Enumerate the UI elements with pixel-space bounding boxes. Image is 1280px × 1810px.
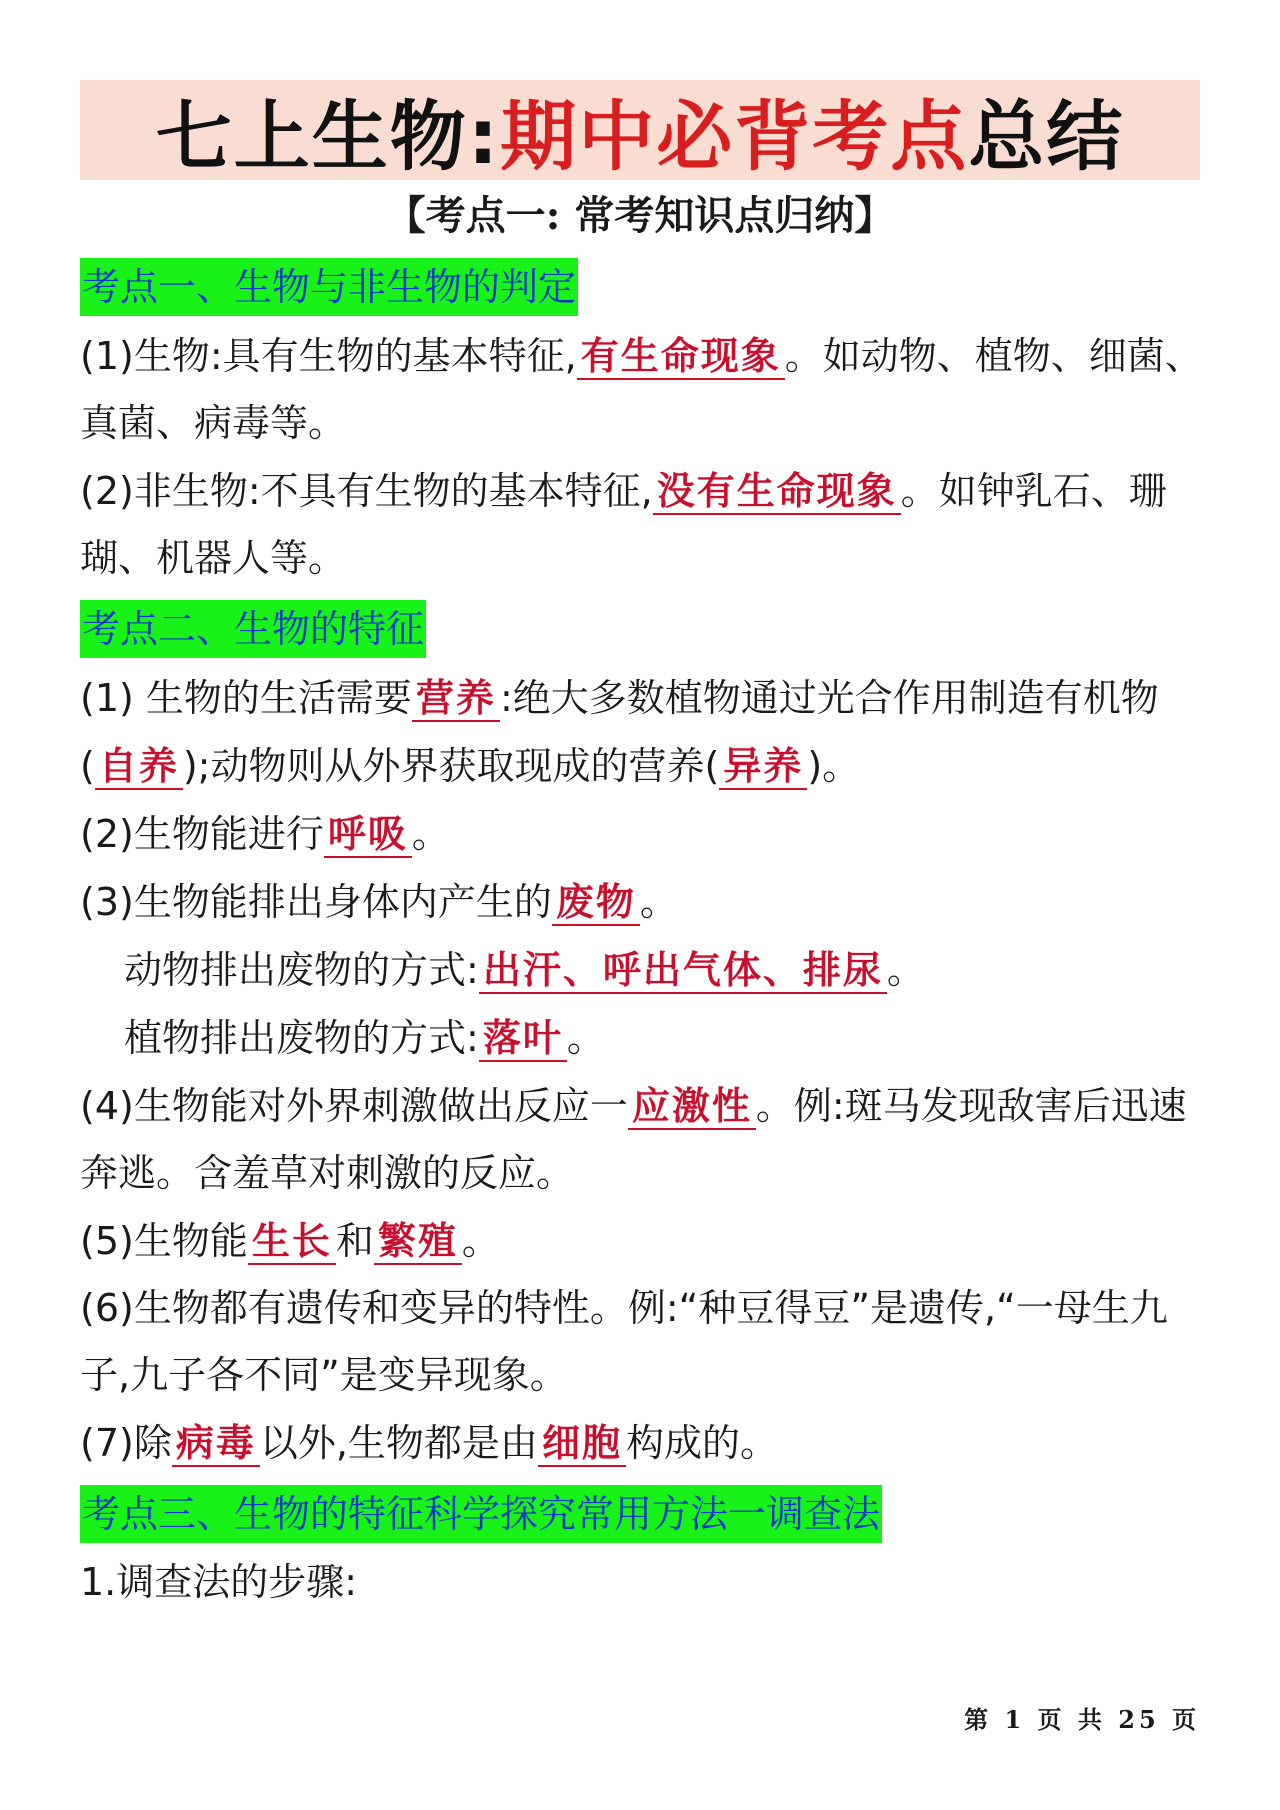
text: 。: [639, 880, 678, 924]
paragraph-s2-p4: [80, 1072, 1208, 1207]
section-heading-1: 考点一、生物与非生物的判定: [80, 258, 578, 316]
paragraph-s2-p6: (6)生物都有遗传和变异的特性。例:“种豆得豆”是遗传,“一母生九子,九子各不同”是变异现象。: [80, 1286, 1168, 1397]
title-prefix: 七上生物:: [155, 91, 501, 181]
answer-blank: 病毒: [172, 1420, 260, 1467]
text: 。如钟乳石、珊瑚、机器人等。: [80, 469, 1167, 580]
section-heading-3: 考点三、生物的特征科学探究常用方法一调查法: [80, 1485, 882, 1543]
text: (7)除: [80, 1421, 172, 1465]
answer-blank: 营养: [412, 675, 500, 722]
text: (2)生物能进行: [80, 812, 324, 856]
answer-blank: 生长: [248, 1218, 336, 1265]
main-content: [80, 250, 1208, 1616]
answer-blank: 有生命现象: [577, 333, 785, 380]
text: 。: [461, 1219, 500, 1263]
answer-blank: 繁殖: [374, 1218, 462, 1265]
text: (4)生物能对外界刺激做出反应一: [80, 1084, 628, 1128]
paragraph-s3-p1: 1.调查法的步骤:: [80, 1560, 358, 1604]
paragraph-s2-p5: [80, 1207, 1208, 1275]
text: (5)生物能: [80, 1219, 248, 1263]
text: :绝大多数植物通过光合作用制造有机物(: [80, 676, 1159, 788]
paragraph-s1-p1: [80, 322, 1208, 457]
paragraph-s2-p2: [80, 800, 1208, 868]
answer-blank: 呼吸: [324, 811, 412, 858]
section-heading-2: 考点二、生物的特征: [80, 600, 426, 658]
text: 。例:斑马发现敌害后迅速奔逃。含羞草对刺激的反应。: [80, 1084, 1187, 1195]
paragraph-s2-p3a: [80, 936, 1208, 1004]
paragraph-s2-p7: [80, 1409, 1208, 1477]
text: 以外,生物都是由: [259, 1421, 538, 1465]
paragraph-s2-p3b: [80, 1004, 1208, 1072]
text: 。: [411, 812, 450, 856]
text: 。: [886, 948, 925, 992]
paragraph-s1-p2: [80, 457, 1208, 592]
text: 动物排出废物的方式:: [124, 948, 479, 992]
page-number: 第 1 页 共 25 页: [964, 1705, 1200, 1734]
answer-blank: 出汗、呼出气体、排尿: [479, 947, 887, 994]
text: 构成的。: [625, 1421, 778, 1465]
answer-blank: 没有生命现象: [653, 468, 901, 515]
text: (1)生物:具有生物的基本特征,: [80, 334, 577, 378]
text: );动物则从外界获取现成的营养(: [182, 744, 720, 788]
text: 。如动物、植物、细菌、真菌、病毒等。: [80, 334, 1203, 445]
title-highlight: 期中必背考点: [500, 91, 969, 181]
page-title: [80, 80, 1200, 180]
text: 。: [566, 1016, 605, 1060]
text: 植物排出废物的方式:: [124, 1016, 479, 1060]
answer-blank: 异养: [719, 743, 807, 790]
text: (2)非生物:不具有生物的基本特征,: [80, 469, 653, 513]
answer-blank: 落叶: [479, 1015, 567, 1062]
answer-blank: 自养: [95, 743, 183, 790]
paragraph-s2-p3: [80, 868, 1208, 936]
title-suffix: 总结: [968, 91, 1125, 181]
text: )。: [807, 744, 861, 788]
text: 和: [335, 1219, 374, 1263]
answer-blank: 废物: [552, 879, 640, 926]
text: (1) 生物的生活需要: [80, 676, 412, 720]
answer-blank: 应激性: [628, 1083, 756, 1130]
text: (3)生物能排出身体内产生的: [80, 880, 552, 924]
subtitle: 【考点一: 常考知识点归纳】: [385, 192, 895, 239]
paragraph-s2-p1: [80, 664, 1208, 800]
answer-blank: 细胞: [538, 1420, 626, 1467]
